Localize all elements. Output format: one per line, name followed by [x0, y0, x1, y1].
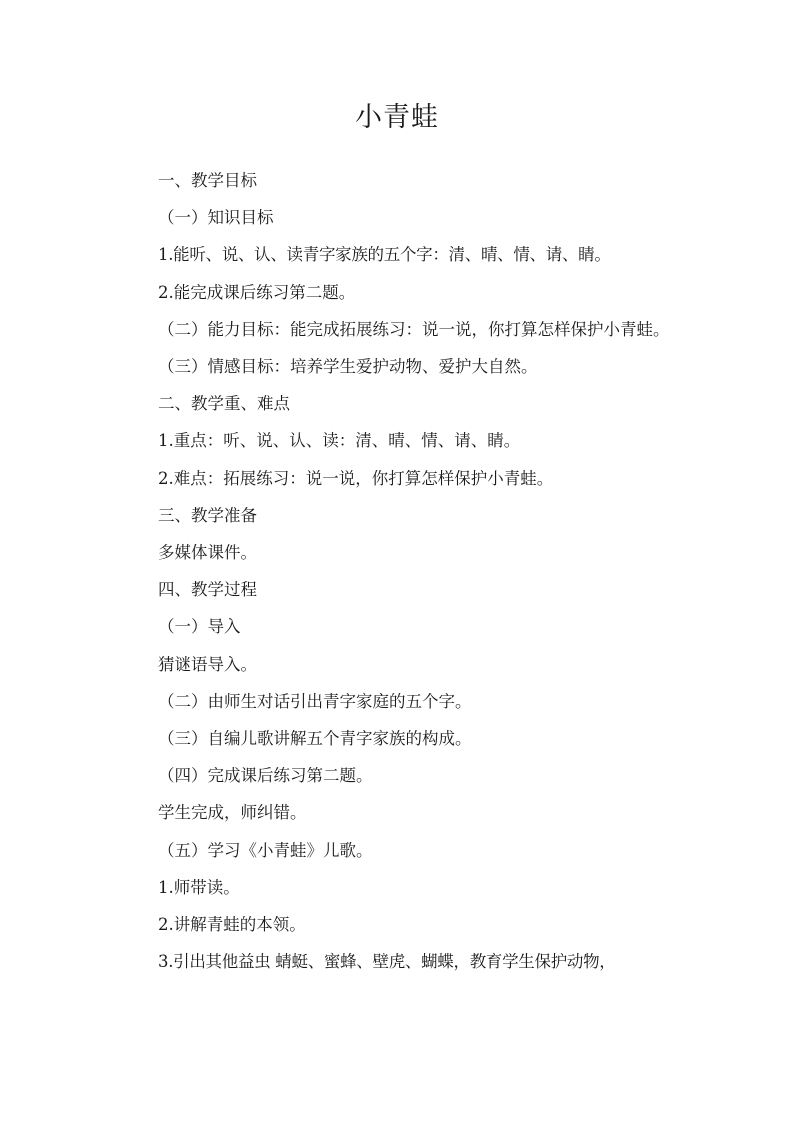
process-intro-text: 猜谜语导入。	[158, 654, 257, 674]
ability-goal-paragraph: （二）能力目标：能完成拓展练习：说一说，你打算怎样保护小青蛙。	[158, 319, 670, 339]
emotion-goal-paragraph: （三）情感目标：培养学生爱护动物、爱护大自然。	[158, 357, 538, 377]
knowledge-goal-item-2: 2.能完成课后练习第二题。	[158, 282, 356, 302]
process-step-rhyme: （三）自编儿歌讲解五个青字家族的构成。	[158, 729, 472, 749]
difficulty-item: 2.难点：拓展练习：说一说，你打算怎样保护小青蛙。	[158, 468, 554, 488]
preparation-text: 多媒体课件。	[158, 543, 257, 563]
section-heading-objectives: 一、教学目标	[158, 171, 257, 190]
document-body	[123, 162, 679, 980]
process-step-dialogue: （二）由师生对话引出青字家庭的五个字。	[158, 691, 472, 711]
process-step-learn-song: （五）学习《小青蛙》儿歌。	[158, 840, 373, 860]
process-exercise-text: 学生完成，师纠错。	[158, 803, 307, 823]
document-title: 小青蛙	[355, 102, 439, 133]
process-step-intro: （一）导入	[158, 617, 241, 637]
subheading-knowledge-goal: （一）知识目标	[158, 208, 274, 228]
learn-song-item-3: 3.引出其他益虫 蜻蜓、蜜蜂、壁虎、蝴蝶，教育学生保护动物，	[158, 952, 616, 972]
section-heading-key-points: 二、教学重、难点	[158, 394, 290, 414]
section-heading-preparation: 三、教学准备	[158, 505, 257, 525]
process-step-exercise: （四）完成课后练习第二题。	[158, 766, 373, 786]
key-point-item: 1.重点：听、说、认、读：清、晴、情、请、睛。	[158, 431, 521, 451]
learn-song-item-2: 2.讲解青蛙的本领。	[158, 915, 306, 935]
knowledge-goal-item-1: 1.能听、说、认、读青字家族的五个字：清、晴、情、请、睛。	[158, 245, 611, 265]
learn-song-item-1: 1.师带读。	[158, 877, 240, 897]
section-heading-process: 四、教学过程	[158, 580, 257, 600]
